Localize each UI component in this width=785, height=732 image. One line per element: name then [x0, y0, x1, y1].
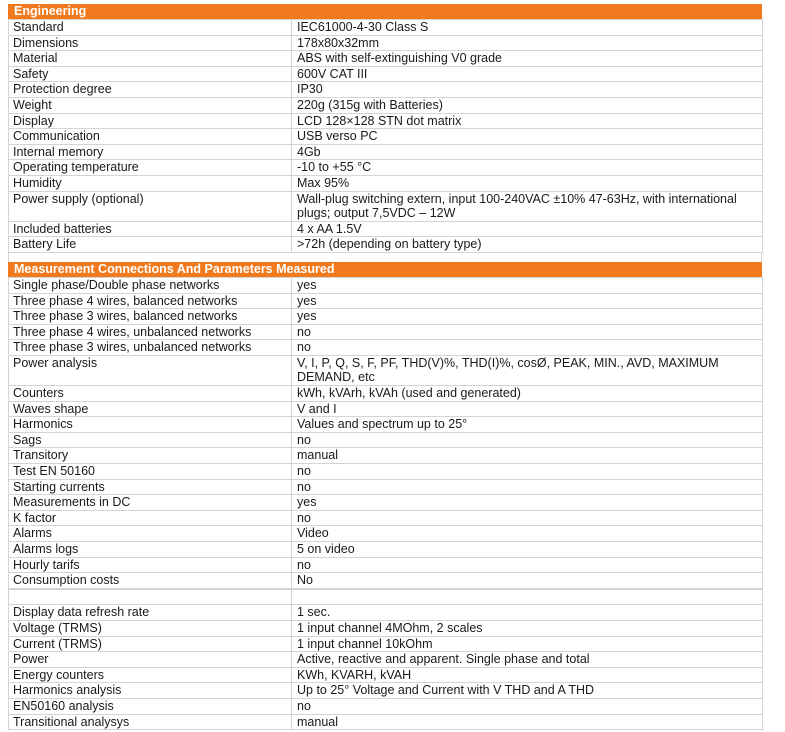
table-row [9, 557, 763, 573]
row-value: no [292, 698, 763, 714]
row-value: Active, reactive and apparent. Single phase and total [292, 652, 763, 668]
row-value: no [292, 340, 763, 356]
row-label: Weight [9, 97, 292, 113]
table-row [9, 35, 763, 51]
row-label: Dimensions [9, 35, 292, 51]
row-label: Current (TRMS) [9, 636, 292, 652]
table-row [9, 495, 763, 511]
table-row [9, 464, 763, 480]
table-row [9, 620, 763, 636]
row-value: yes [292, 293, 763, 309]
row-value: manual [292, 448, 763, 464]
table-row [9, 636, 763, 652]
table-row [9, 526, 763, 542]
table-row [9, 573, 763, 589]
row-value: Values and spectrum up to 25° [292, 417, 763, 433]
row-value: Wall-plug switching extern, input 100-240VAC ±10% 47-63Hz, with international plugs; output 7,5VDC – 12W [292, 191, 763, 221]
table-row [9, 66, 763, 82]
row-value: IEC61000-4-30 Class S [292, 20, 763, 36]
row-label: Battery Life [9, 237, 292, 253]
table-row [9, 340, 763, 356]
row-label: Hourly tarifs [9, 557, 292, 573]
table-row [9, 417, 763, 433]
row-value: yes [292, 309, 763, 325]
row-value: 600V CAT III [292, 66, 763, 82]
row-value: V, I, P, Q, S, F, PF, THD(V)%, THD(I)%, cosØ, PEAK, MIN., AVD, MAXIMUM DEMAND, etc [292, 355, 763, 385]
row-label: Material [9, 51, 292, 67]
row-label: Three phase 4 wires, balanced networks [9, 293, 292, 309]
row-label: Power [9, 652, 292, 668]
table-row [9, 51, 763, 67]
row-label: Display [9, 113, 292, 129]
row-value: 4 x AA 1.5V [292, 221, 763, 237]
row-label: Single phase/Double phase networks [9, 277, 292, 293]
row-label: Starting currents [9, 479, 292, 495]
row-label: Three phase 3 wires, unbalanced networks [9, 340, 292, 356]
row-value: Up to 25° Voltage and Current with V THD and A THD [292, 683, 763, 699]
row-label: Protection degree [9, 82, 292, 98]
row-label: Waves shape [9, 401, 292, 417]
engineering-table [8, 19, 763, 253]
row-label: Operating temperature [9, 160, 292, 176]
table-row [9, 714, 763, 730]
table-row [9, 20, 763, 36]
row-value: ABS with self-extinguishing V0 grade [292, 51, 763, 67]
row-value: 220g (315g with Batteries) [292, 97, 763, 113]
row-value: 4Gb [292, 144, 763, 160]
row-label: Alarms [9, 526, 292, 542]
row-value: LCD 128×128 STN dot matrix [292, 113, 763, 129]
blank-row [9, 589, 763, 605]
row-label: Internal memory [9, 144, 292, 160]
extra-table [8, 589, 763, 730]
row-label: Safety [9, 66, 292, 82]
row-value: no [292, 479, 763, 495]
row-value: 1 input channel 10kOhm [292, 636, 763, 652]
table-row [9, 432, 763, 448]
table-row [9, 129, 763, 145]
row-label: Sags [9, 432, 292, 448]
row-value: yes [292, 495, 763, 511]
measurement-header: Measurement Connections And Parameters Measured [8, 262, 762, 277]
row-label: Included batteries [9, 221, 292, 237]
row-value: Video [292, 526, 763, 542]
table-row [9, 277, 763, 293]
table-row [9, 683, 763, 699]
table-row [9, 160, 763, 176]
table-row [9, 82, 763, 98]
row-label: Transitional analysys [9, 714, 292, 730]
row-value: No [292, 573, 763, 589]
row-value: no [292, 510, 763, 526]
table-row [9, 221, 763, 237]
row-label: Test EN 50160 [9, 464, 292, 480]
table-row [9, 355, 763, 385]
row-value: no [292, 324, 763, 340]
table-row [9, 113, 763, 129]
row-value: -10 to +55 °C [292, 160, 763, 176]
row-label: K factor [9, 510, 292, 526]
table-row [9, 144, 763, 160]
table-row [9, 191, 763, 221]
table-row [9, 97, 763, 113]
row-label: Transitory [9, 448, 292, 464]
row-value: no [292, 464, 763, 480]
row-label: EN50160 analysis [9, 698, 292, 714]
row-value: 5 on video [292, 542, 763, 558]
row-value: V and I [292, 401, 763, 417]
table-row [9, 448, 763, 464]
table-row [9, 479, 763, 495]
table-row [9, 667, 763, 683]
row-label: Counters [9, 386, 292, 402]
table-row [9, 605, 763, 621]
table-row [9, 293, 763, 309]
row-value: 1 input channel 4MOhm, 2 scales [292, 620, 763, 636]
row-value: kWh, kVArh, kVAh (used and generated) [292, 386, 763, 402]
row-label: Consumption costs [9, 573, 292, 589]
row-label: Alarms logs [9, 542, 292, 558]
measurement-table [8, 277, 763, 589]
row-label: Voltage (TRMS) [9, 620, 292, 636]
row-label: Three phase 4 wires, unbalanced networks [9, 324, 292, 340]
table-row [9, 401, 763, 417]
row-label: Humidity [9, 175, 292, 191]
row-value: IP30 [292, 82, 763, 98]
row-label: Power supply (optional) [9, 191, 292, 221]
row-label: Communication [9, 129, 292, 145]
row-label: Standard [9, 20, 292, 36]
row-label: Harmonics analysis [9, 683, 292, 699]
cut-off-row [8, 253, 762, 262]
engineering-header: Engineering [8, 4, 762, 19]
row-label: Three phase 3 wires, balanced networks [9, 309, 292, 325]
row-value: no [292, 557, 763, 573]
row-value: >72h (depending on battery type) [292, 237, 763, 253]
row-label: Power analysis [9, 355, 292, 385]
row-value: yes [292, 277, 763, 293]
row-value: Max 95% [292, 175, 763, 191]
table-row [9, 309, 763, 325]
row-value: no [292, 432, 763, 448]
row-value: 178x80x32mm [292, 35, 763, 51]
row-label: Harmonics [9, 417, 292, 433]
row-value: KWh, KVARH, kVAH [292, 667, 763, 683]
table-row [9, 175, 763, 191]
row-label: Energy counters [9, 667, 292, 683]
table-row [9, 542, 763, 558]
table-row [9, 698, 763, 714]
table-row [9, 652, 763, 668]
table-row [9, 237, 763, 253]
row-value: 1 sec. [292, 605, 763, 621]
row-label: Display data refresh rate [9, 605, 292, 621]
table-row [9, 324, 763, 340]
row-value: USB verso PC [292, 129, 763, 145]
table-row [9, 510, 763, 526]
row-value: manual [292, 714, 763, 730]
spec-sheet [8, 4, 762, 730]
row-label: Measurements in DC [9, 495, 292, 511]
table-row [9, 386, 763, 402]
